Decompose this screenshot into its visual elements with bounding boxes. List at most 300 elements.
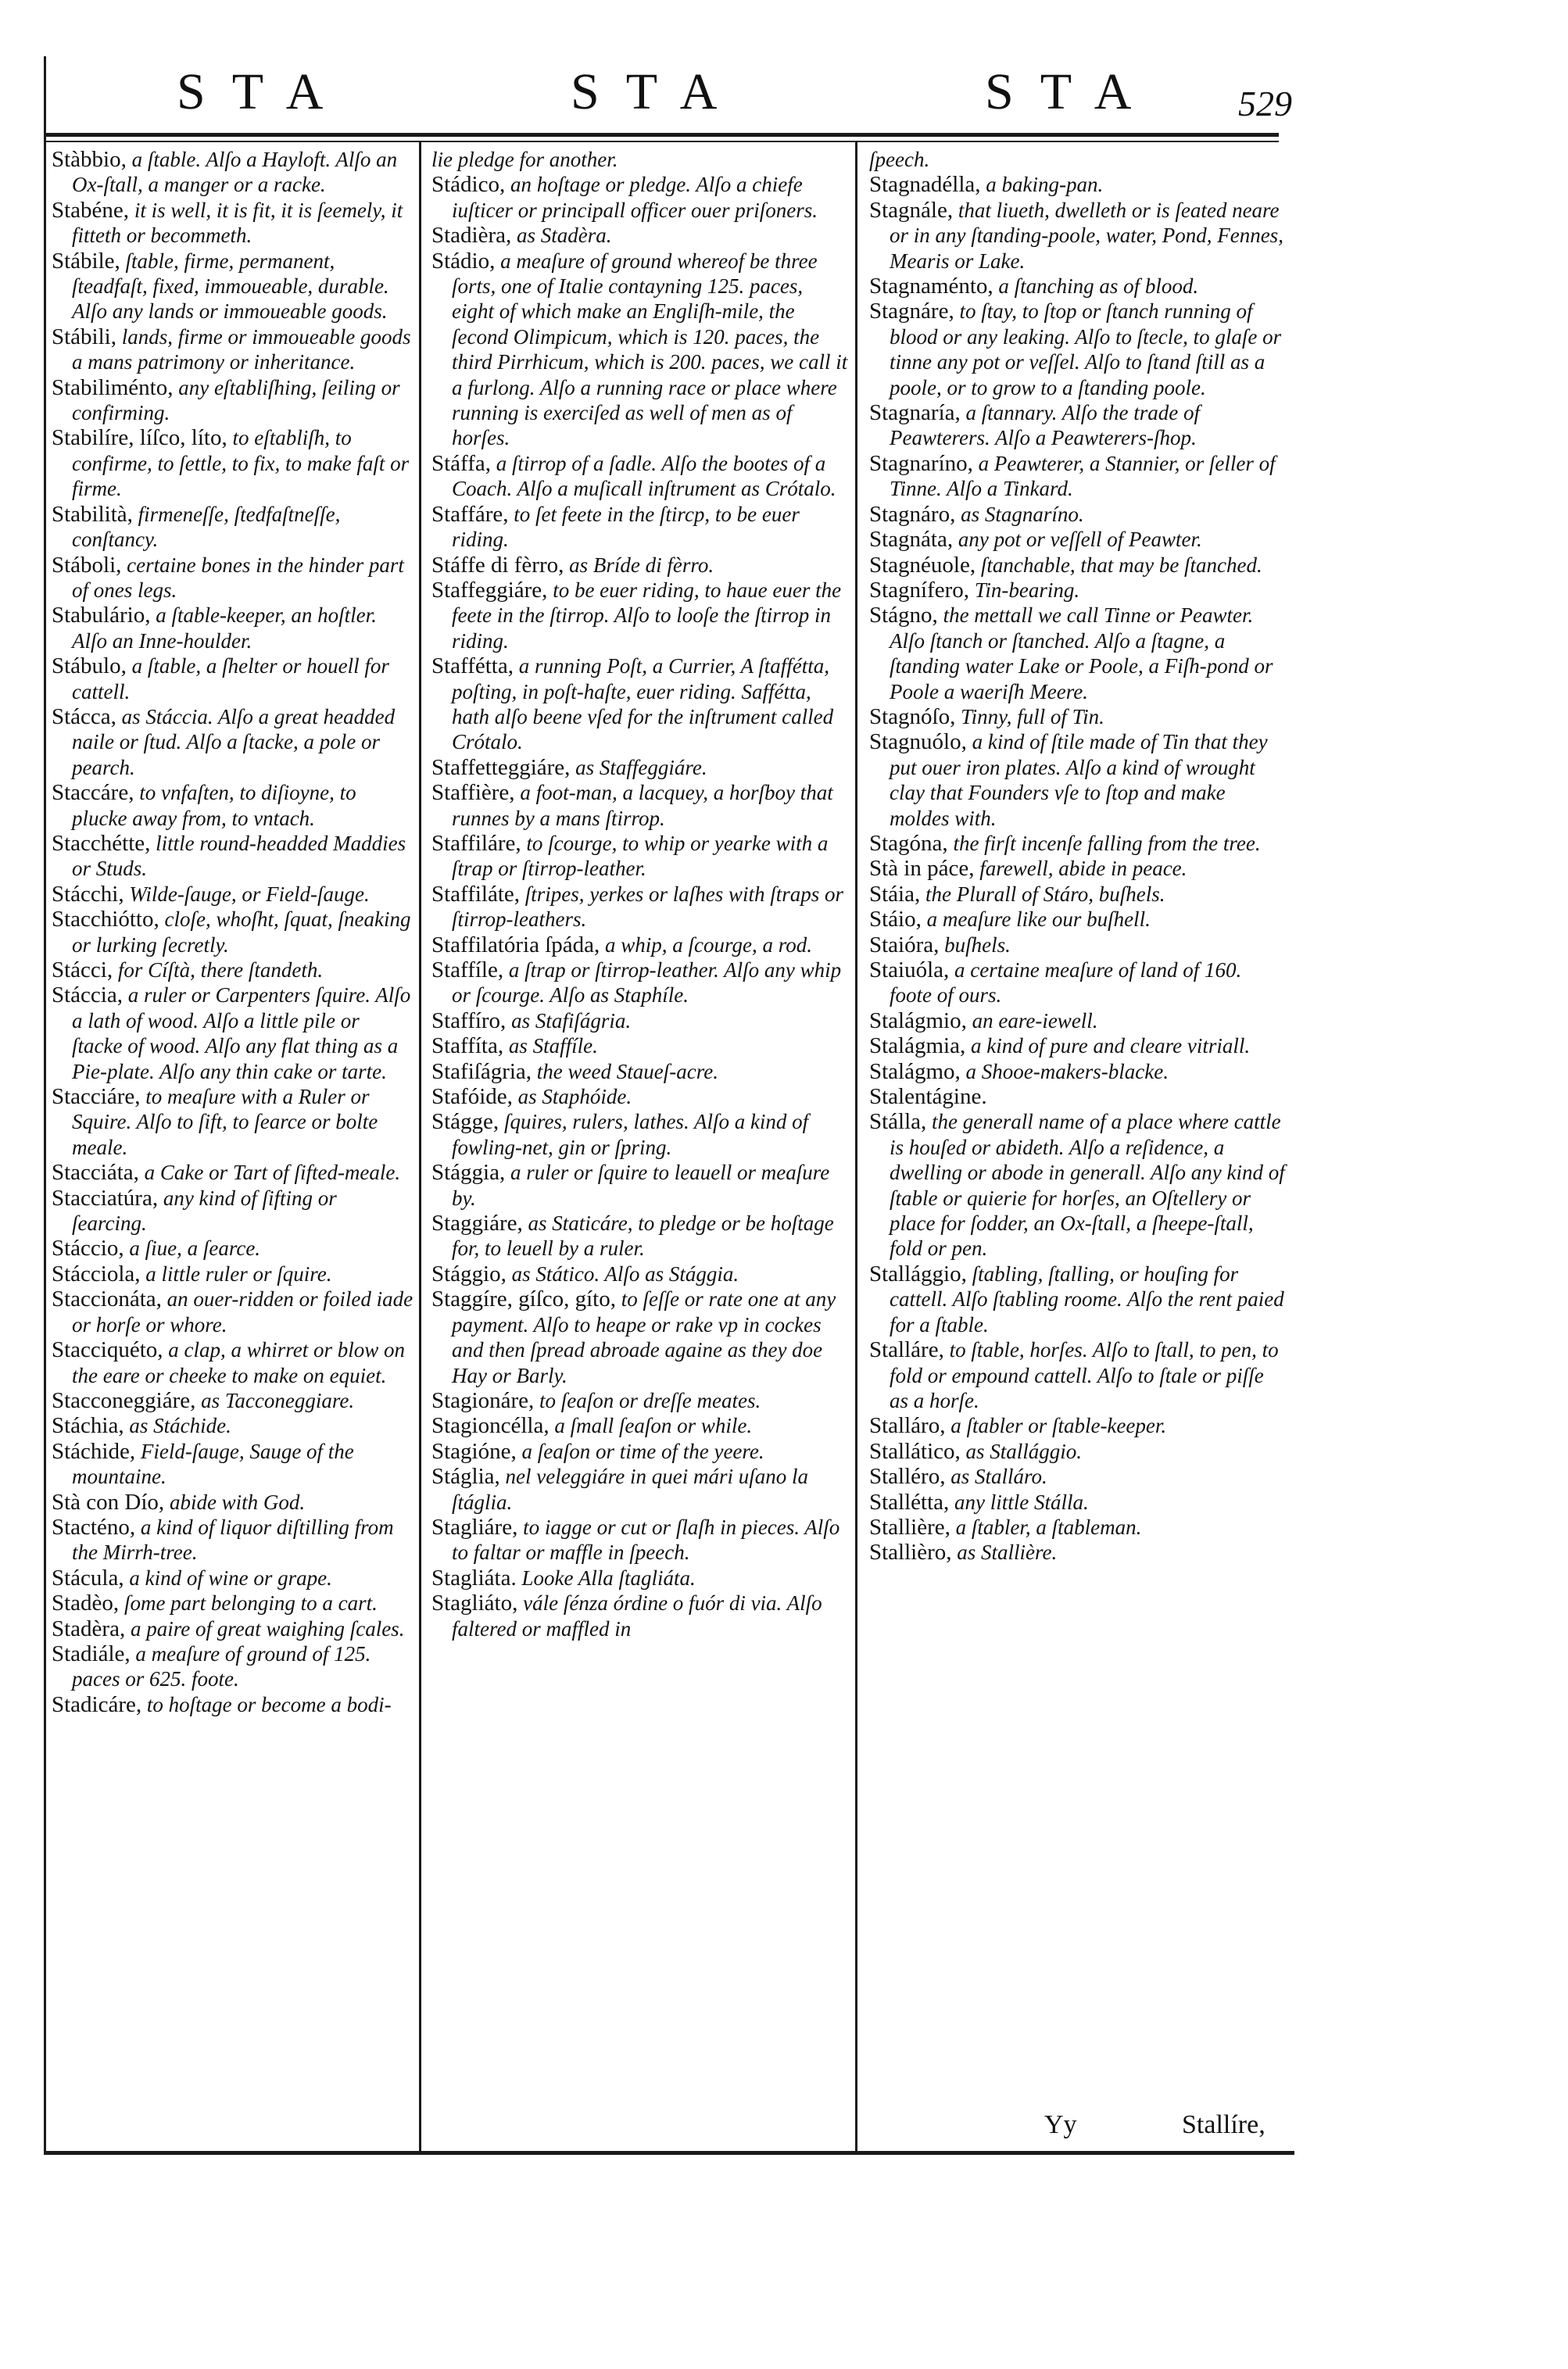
- definition: a Cake or Tart of ſifted-meale.: [138, 1161, 401, 1185]
- headword: Stalágmio,: [869, 1007, 967, 1033]
- headword: Stáffe di fèrro,: [431, 552, 564, 578]
- definition: a ſtabler, a ſtableman.: [950, 1515, 1142, 1539]
- definition: a ſtable, a ſhelter or houell for cattell.: [72, 654, 389, 703]
- definition: a ſeaſon or time of the yeere.: [516, 1439, 764, 1463]
- headword: Stagnaménto,: [869, 274, 993, 299]
- headword: Stafiſágria,: [431, 1058, 532, 1084]
- headword: Stácula,: [52, 1565, 124, 1591]
- definition: a ſmall ſeaſon or while.: [549, 1414, 753, 1438]
- definition: vále ſénza órdine o fuór di via. Alſo faltered or maffled in: [452, 1591, 822, 1641]
- dictionary-entry: [869, 1413, 1285, 1438]
- dictionary-entry: [52, 882, 414, 907]
- definition: a ſtannary. Alſo the trade of Peawterers. Alſo a Peawterers-ſhop.: [890, 401, 1201, 450]
- definition: Looke Alla ſtagliáta.: [516, 1566, 696, 1590]
- dictionary-entry: [431, 1566, 849, 1591]
- dictionary-entry: [869, 1008, 1285, 1033]
- definition: the weed Staueſ-acre.: [532, 1059, 718, 1083]
- headword: Stacciatúra,: [52, 1185, 159, 1211]
- dictionary-entry: [52, 502, 414, 553]
- top-rule-thin: [44, 141, 1279, 142]
- definition: as Staticáre, to pledge or be hoſtage for, to leuell by a ruler.: [452, 1211, 834, 1261]
- dictionary-entry: [869, 856, 1285, 881]
- definition: a ruler or Carpenters ſquire. Alſo a lath of wood. Alſo a little pile or ſtacke of wood. Alſo any flat thing as a Pie-plate. Alſo any thin cake or tarte.: [72, 983, 411, 1083]
- headword: Stáccio,: [52, 1236, 124, 1261]
- headword: Stagnáre,: [869, 299, 954, 324]
- definition: ſtabling, ſtalling, or houſing for cattell. Alſo ſtabling roome. Alſo the rent paied for a ſtable.: [890, 1261, 1284, 1337]
- definition: a ſiue, a ſearce.: [124, 1236, 261, 1261]
- headword: Stáglia,: [431, 1464, 500, 1490]
- dictionary-entry: [52, 1641, 414, 1692]
- dictionary-entry: [869, 553, 1285, 578]
- headword: Stallièro,: [869, 1540, 952, 1566]
- dictionary-entry: [869, 603, 1285, 704]
- dictionary-entry: [52, 1084, 414, 1160]
- headword: Stáffa,: [431, 450, 491, 476]
- dictionary-entry: [52, 1413, 414, 1438]
- dictionary-entry: [869, 1515, 1285, 1540]
- dictionary-entry: [52, 1566, 414, 1591]
- definition: as Stático. Alſo as Stággia.: [506, 1261, 739, 1286]
- dictionary-entry: [431, 932, 849, 957]
- signature-mark: Yy: [1044, 2110, 1077, 2139]
- headword: Stacciáre,: [52, 1084, 141, 1110]
- dictionary-entry: [52, 1160, 414, 1185]
- dictionary-entry: [52, 780, 414, 831]
- definition: the Plurall of Stáro, buſhels.: [920, 882, 1165, 906]
- headword: Stà con Dío,: [52, 1489, 165, 1515]
- headword: Staffiláre,: [431, 830, 521, 856]
- dictionary-entry: [431, 1211, 849, 1261]
- running-head-right: STA: [985, 63, 1158, 120]
- dictionary-entry: [431, 147, 849, 172]
- dictionary-entry: [431, 1464, 849, 1515]
- definition: to iagge or cut or ſlaſh in pieces. Alſo to faltar or maffle in ſpeech.: [452, 1515, 840, 1565]
- headword: Staffeggiáre,: [431, 577, 548, 603]
- dictionary-entry: [52, 1439, 414, 1490]
- definition: as Stáchide.: [124, 1414, 231, 1438]
- dictionary-entry: [869, 400, 1285, 451]
- dictionary-entry: [431, 578, 849, 653]
- dictionary-entry: [52, 1186, 414, 1236]
- dictionary-entry: [431, 831, 849, 882]
- dictionary-entry: [869, 907, 1285, 932]
- headword: Stagliáta.: [431, 1565, 517, 1591]
- headword: Stáboli,: [52, 552, 122, 578]
- headword: Stácci,: [52, 957, 113, 982]
- definition: the mettall we call Tinne or Peawter. Alſo ſtanch or ſtanched. Alſo a ſtagne, a ſtanding water Lake or Poole, a Fiſh-pond or Poole a waeriſh Meere.: [890, 603, 1273, 703]
- definition: a baking-pan.: [980, 173, 1104, 197]
- definition: a little ruler or ſquire.: [140, 1261, 332, 1286]
- dictionary-entry: [431, 1515, 849, 1566]
- headword: Stalléro,: [869, 1464, 946, 1490]
- dictionary-entry: [52, 1261, 414, 1286]
- running-head-left: STA: [177, 63, 350, 120]
- dictionary-entry: [431, 780, 849, 831]
- definition: any kind of ſifting or ſearcing.: [72, 1186, 337, 1236]
- headword: Stacciquéto,: [52, 1337, 163, 1363]
- definition: as Stallière.: [951, 1541, 1058, 1565]
- headword: Stagóna,: [869, 830, 948, 856]
- dictionary-entry: [431, 1286, 849, 1388]
- headword: Staffilatória ſpáda,: [431, 932, 600, 957]
- definition: a ſtanching as of blood.: [993, 274, 1199, 299]
- dictionary-entry: [869, 729, 1285, 831]
- dictionary-entry: [52, 1337, 414, 1388]
- headword: Stallétta,: [869, 1489, 950, 1515]
- headword: Stáccia,: [52, 982, 123, 1008]
- definition: a Shooe-makers-blacke.: [960, 1059, 1169, 1083]
- headword: Stacchétte,: [52, 830, 151, 856]
- dictionary-entry: [52, 982, 414, 1084]
- definition: as Stallággio.: [960, 1439, 1083, 1463]
- definition: a ſtrap or ſtirrop-leather. Alſo any whip or ſcourge. Alſo as Staphíle.: [452, 958, 842, 1007]
- definition: any little Stálla.: [949, 1490, 1089, 1514]
- headword: Stàbbio,: [52, 147, 127, 172]
- definition: lie pledge for another.: [431, 148, 618, 171]
- dictionary-entry: [431, 1388, 849, 1413]
- dictionary-entry: [869, 957, 1285, 1008]
- dictionary-entry: [52, 1515, 414, 1566]
- dictionary-entry: [869, 831, 1285, 856]
- headword: Stabiliménto,: [52, 374, 174, 400]
- headword: Stáchia,: [52, 1413, 124, 1439]
- dictionary-entry: [431, 1059, 849, 1084]
- dictionary-entry: [869, 451, 1285, 502]
- definition: an ouer-ridden or foiled iade or horſe or whore.: [72, 1287, 413, 1337]
- headword: Stácca,: [52, 703, 116, 729]
- dictionary-entry: [869, 578, 1285, 603]
- definition: nel veleggiáre in quei mári uſano la ſtáglia.: [452, 1465, 808, 1514]
- headword: Stalláro,: [869, 1413, 946, 1439]
- headword: Stagionáre,: [431, 1387, 535, 1413]
- headword: Staffétta,: [431, 653, 514, 679]
- definition: an hoſtage or pledge. Alſo a chiefe iuſticer or principall officer ouer priſoners.: [452, 173, 818, 222]
- headword: Stadèo,: [52, 1591, 120, 1616]
- definition: to meaſure with a Ruler or Squire. Alſo to ſift, to ſearce or bolte meale.: [72, 1085, 378, 1159]
- headword: Stagióne,: [431, 1438, 517, 1464]
- column-divider-2: [855, 142, 857, 2151]
- definition: to be euer riding, to haue euer the feete in the ſtirrop. Alſo to looſe the ſtirrop in riding.: [452, 578, 842, 653]
- dictionary-entry: [869, 172, 1285, 197]
- definition: as Bríde di fèrro.: [564, 553, 714, 577]
- headword: Staffíro,: [431, 1007, 507, 1033]
- page-number: 529: [1238, 84, 1292, 123]
- headword: Stà in páce,: [869, 856, 975, 882]
- definition: as Staffíle.: [503, 1034, 598, 1058]
- definition: ſtanchable, that may be ſtanched.: [976, 553, 1262, 577]
- definition: to ſcourge, to whip or yearke with a ſtrap or ſtirrop-leather.: [452, 831, 829, 881]
- headword: Stalláre,: [869, 1337, 944, 1363]
- dictionary-entry: [431, 172, 849, 223]
- headword: Stálla,: [869, 1109, 927, 1135]
- bottom-rule: [44, 2151, 1294, 2155]
- definition: a kind of pure and cleare vitriall.: [965, 1034, 1251, 1058]
- dictionary-entry: [52, 553, 414, 603]
- dictionary-entry: [52, 1286, 414, 1337]
- dictionary-entry: [869, 704, 1285, 729]
- dictionary-entry: [869, 1033, 1285, 1058]
- dictionary-entry: [52, 1236, 414, 1261]
- definition: Wilde-ſauge, or Field-ſauge.: [124, 882, 370, 906]
- dictionary-entry: [869, 1439, 1285, 1464]
- dictionary-entry: [431, 1084, 849, 1109]
- definition: as Tacconeggiare.: [195, 1388, 355, 1412]
- dictionary-entry: [869, 1261, 1285, 1337]
- headword: Stágge,: [431, 1109, 499, 1135]
- dictionary-entry: [869, 1059, 1285, 1084]
- dictionary-entry: [869, 882, 1285, 907]
- definition: ſpeech.: [869, 148, 930, 171]
- headword: Stábulo,: [52, 653, 127, 679]
- definition: a clap, a whirret or blow on the eare or cheeke to make on equiet.: [72, 1338, 406, 1387]
- running-head-middle: STA: [571, 63, 744, 120]
- headword: Stadicáre,: [52, 1691, 142, 1717]
- column-left: [52, 147, 414, 1717]
- definition: the firſt incenſe falling from the tree.: [947, 831, 1261, 855]
- definition: a foot-man, a lacquey, a horſboy that runnes by a mans ſtirrop.: [452, 781, 833, 830]
- definition: Tinny, full of Tin.: [955, 704, 1104, 728]
- headword: Stadièra,: [431, 223, 512, 249]
- headword: Staffetteggiáre,: [431, 754, 571, 780]
- dictionary-entry: [431, 249, 849, 451]
- headword: Stacciáta,: [52, 1160, 139, 1186]
- definition: that liueth, dwelleth or is ſeated neare or in any ſtanding-poole, water, Pond, Fennes, Mearis or Lake.: [890, 198, 1283, 273]
- dictionary-entry: [52, 957, 414, 982]
- dictionary-entry: [52, 425, 414, 501]
- definition: any eſtabliſhing, ſeiling or confirming.: [72, 375, 400, 425]
- dictionary-entry: [869, 932, 1285, 957]
- dictionary-entry: [431, 1109, 849, 1160]
- definition: certaine bones in the hinder part of ones legs.: [72, 553, 404, 602]
- dictionary-entry: [869, 1084, 1285, 1109]
- headword: Staffíta,: [431, 1033, 504, 1059]
- dictionary-entry: [431, 1439, 849, 1464]
- dictionary-entry: [869, 527, 1285, 552]
- headword: Stadèra,: [52, 1616, 126, 1641]
- headword: Stallággio,: [869, 1261, 967, 1286]
- definition: a meaſure of ground whereof be three ſorts, one of Italie contayning 125. paces, eight of which make an Engliſh-mile, the ſecond Olimpicum, which is 120. paces, the third Pirrhicum, which is 200. paces, we call it a furlong. Alſo a running race or place where running is exerciſed as well of men as of horſes.: [452, 249, 848, 450]
- column-divider-1: [419, 142, 421, 2151]
- definition: an eare-iewell.: [966, 1008, 1098, 1032]
- headword: Stággia,: [431, 1160, 506, 1186]
- definition: to ſet feete in the ſtircp, to be euer riding.: [452, 502, 800, 552]
- headword: Stádio,: [431, 248, 496, 274]
- headword: Stáia,: [869, 881, 921, 907]
- dictionary-entry: [431, 755, 849, 780]
- dictionary-entry: [52, 704, 414, 780]
- headword: Stagnífero,: [869, 577, 970, 603]
- definition: a ruler or ſquire to leauell or meaſure by.: [452, 1161, 830, 1210]
- dictionary-entry: [52, 324, 414, 375]
- dictionary-entry: [431, 223, 849, 248]
- dictionary-entry: [869, 1490, 1285, 1515]
- top-rule: [44, 133, 1279, 137]
- dictionary-entry: [52, 1692, 414, 1717]
- definition: a ſtable. Alſo a Hayloft. Alſo an Ox-ſtall, a manger or a racke.: [72, 148, 398, 197]
- headword: Stabilità,: [52, 501, 133, 527]
- headword: Stáio,: [869, 907, 922, 932]
- definition: a kind of wine or grape.: [124, 1566, 332, 1590]
- dictionary-entry: [52, 198, 414, 249]
- headword: Staccionáta,: [52, 1286, 162, 1312]
- definition: ſome part belonging to a cart.: [119, 1591, 378, 1616]
- dictionary-entry: [869, 198, 1285, 274]
- headword: Stagnaríno,: [869, 450, 973, 476]
- headword: Stacténo,: [52, 1514, 136, 1540]
- headword: Stagliáto,: [431, 1591, 518, 1616]
- dictionary-entry: [52, 375, 414, 426]
- definition: lands, firme or immoueable goods a mans patrimony or inheritance.: [72, 324, 411, 374]
- headword: Stagnále,: [869, 197, 954, 223]
- dictionary-entry: [52, 1388, 414, 1413]
- headword: Stagnéuole,: [869, 552, 976, 578]
- dictionary-entry: [52, 249, 414, 324]
- dictionary-entry: [52, 831, 414, 882]
- dictionary-entry: [431, 1160, 849, 1211]
- dictionary-entry: [431, 882, 849, 932]
- headword: Staffière,: [431, 780, 515, 806]
- definition: as Stagnaríno.: [955, 502, 1084, 526]
- column-right: [869, 147, 1285, 1566]
- headword: Staffáre,: [431, 501, 509, 527]
- dictionary-entry: [869, 1464, 1285, 1489]
- headword: Stagnáta,: [869, 527, 954, 553]
- definition: as Staphóide.: [512, 1085, 632, 1109]
- dictionary-entry: [869, 299, 1285, 400]
- definition: farewell, abide in peace.: [974, 857, 1187, 881]
- headword: Stabéne,: [52, 197, 130, 223]
- definition: a ſtirrop of a ſadle. Alſo the bootes of a Coach. Alſo a muſicall inſtrument as Crótalo.: [452, 451, 836, 501]
- definition: buſhels.: [939, 932, 1011, 957]
- dictionary-entry: [52, 147, 414, 198]
- dictionary-entry: [431, 451, 849, 502]
- headword: Stalágmia,: [869, 1033, 966, 1059]
- definition: cloſe, whoſht, ſquat, ſneaking or lurking ſecretly.: [72, 907, 411, 957]
- dictionary-entry: [52, 1616, 414, 1641]
- column-middle: [431, 147, 849, 1641]
- dictionary-entry: [52, 1490, 414, 1515]
- definition: to ſtay, to ſtop or ſtanch running of blood or any leaking. Alſo to ſtecle, to glaſe or tinne any pot or veſſel. Alſo to ſtand ſtill as a poole, or to grow to a ſtanding poole.: [890, 299, 1282, 399]
- definition: abide with God.: [164, 1490, 306, 1514]
- headword: Stácciola,: [52, 1261, 141, 1286]
- catchword: Stallíre,: [1182, 2110, 1265, 2139]
- definition: to ſtable, horſes. Alſo to ſtall, to pen, to fold or empound cattell. Alſo to ſtale or piſſe as a horſe.: [890, 1338, 1279, 1412]
- definition: as Stalláro.: [945, 1465, 1047, 1489]
- definition: to ſeaſon or dreſſe meates.: [534, 1388, 761, 1412]
- definition: the generall name of a place where cattle is houſed or abideth. Alſo a reſidence, a dwelling or abode in generall. Alſo any kind of ſtable or quierie for horſes, an Oſtellery or place for ſodder, an Ox-ſtall, a ſheepe-ſtall, fold or pen.: [890, 1110, 1285, 1261]
- headword: Stagliáre,: [431, 1514, 518, 1540]
- definition: ſtripes, yerkes or laſhes with ſtraps or ſtirrop-leathers.: [452, 882, 844, 932]
- headword: Stallière,: [869, 1514, 950, 1540]
- definition: as Staffeggiáre.: [570, 755, 707, 779]
- definition: ſquires, rulers, lathes. Alſo a kind of fowling-net, gin or ſpring.: [452, 1110, 809, 1159]
- definition: a certaine meaſure of land of 160. foote of ours.: [890, 958, 1242, 1007]
- headword: Stacconeggiáre,: [52, 1387, 196, 1413]
- headword: Staffiláte,: [431, 881, 521, 907]
- definition: to hoſtage or become a bodi-: [141, 1692, 392, 1716]
- definition: any pot or veſſell of Peawter.: [953, 528, 1202, 552]
- definition: a kind of liquor diſtilling from the Mirrh-tree.: [72, 1515, 394, 1565]
- headword: Stabilíre, líſco, líto,: [52, 425, 227, 451]
- dictionary-entry: [869, 1540, 1285, 1565]
- definition: a whip, a ſcourge, a rod.: [600, 932, 813, 957]
- dictionary-entry: [431, 1591, 849, 1641]
- dictionary-entry: [431, 1008, 849, 1033]
- dictionary-entry: [431, 1033, 849, 1058]
- headword: Staccáre,: [52, 780, 134, 806]
- dictionary-entry: [869, 1109, 1285, 1261]
- definition: a running Poſt, a Currier, A ſtaffétta, poſting, in poſt-haſte, euer riding. Saffétta, hath alſo beene vſed for the inſtrument called Crótalo.: [452, 654, 834, 754]
- headword: Stagnadélla,: [869, 172, 981, 198]
- headword: Stádico,: [431, 172, 506, 198]
- definition: for Cíſtà, there ſtandeth.: [113, 958, 324, 982]
- definition: to eſtabliſh, to confirme, to ſettle, to fix, to make faſt or firme.: [72, 426, 410, 501]
- headword: Staiuóla,: [869, 957, 950, 982]
- definition: a meaſure of ground of 125. paces or 625. foote.: [72, 1641, 371, 1691]
- headword: Stadiále,: [52, 1641, 131, 1666]
- definition: a kind of ſtile made of Tin that they put ouer iron plates. Alſo a kind of wrought clay that Founders vſe to ſtop and make moldes with.: [890, 730, 1268, 830]
- definition: a Peawterer, a Stannier, or ſeller of Tinne. Alſo a Tinkard.: [890, 451, 1276, 501]
- definition: firmeneſſe, ſtedfaſtneſſe, conſtancy.: [72, 502, 341, 552]
- definition: ſtable, firme, permanent, ſteadfaſt, fixed, immoueable, durable. Alſo any lands or immoueable goods.: [72, 249, 389, 324]
- headword: Staióra,: [869, 932, 940, 957]
- definition: as Stafiſágria.: [506, 1008, 632, 1032]
- definition: a ſtable-keeper, an hoſtler. Alſo an Inne-houlder.: [72, 603, 377, 653]
- definition: little round-headded Maddies or Studs.: [72, 831, 406, 881]
- dictionary-entry: [431, 653, 849, 755]
- headword: Stabulário,: [52, 603, 151, 628]
- definition: a ſtabler or ſtable-keeper.: [945, 1414, 1167, 1438]
- definition: as Stadèra.: [511, 224, 612, 248]
- headword: Staggiáre,: [431, 1211, 523, 1236]
- headword: Staggíre, gíſco, gíto,: [431, 1286, 616, 1312]
- headword: Stalentágine.: [869, 1084, 987, 1110]
- headword: Stácchi,: [52, 881, 124, 907]
- headword: Stagioncélla,: [431, 1413, 550, 1439]
- dictionary-entry: [52, 907, 414, 957]
- definition: as Stáccia. Alſo a great headded naile or ſtud. Alſo a ſtacke, a pole or pearch.: [72, 704, 396, 779]
- headword: Stággio,: [431, 1261, 507, 1286]
- headword: Stagnáro,: [869, 501, 956, 527]
- headword: Stábile,: [52, 248, 120, 274]
- definition: a meaſure like our buſhell.: [921, 907, 1151, 932]
- definition: Tin-bearing.: [969, 578, 1080, 602]
- headword: Stágno,: [869, 603, 938, 628]
- headword: Stallático,: [869, 1438, 961, 1464]
- definition: to ſeſſe or rate one at any payment. Alſo to heape or rake vp in cockes and then ſpread abroade againe as they doe Hay or Barly.: [452, 1287, 836, 1387]
- headword: Staffíle,: [431, 957, 504, 982]
- dictionary-entry: [431, 957, 849, 1008]
- dictionary-entry: [431, 553, 849, 578]
- dictionary-entry: [431, 502, 849, 553]
- headword: Stagnóſo,: [869, 703, 956, 729]
- dictionary-entry: [869, 274, 1285, 299]
- headword: Stagnuólo,: [869, 729, 967, 755]
- headword: Stalágmo,: [869, 1058, 961, 1084]
- dictionary-entry: [431, 1413, 849, 1438]
- dictionary-entry: [431, 1261, 849, 1286]
- dictionary-entry: [869, 502, 1285, 527]
- headword: Stagnaría,: [869, 400, 961, 426]
- headword: Stafóide,: [431, 1084, 513, 1110]
- definition: a paire of great waighing ſcales.: [125, 1616, 405, 1641]
- headword: Stacchiótto,: [52, 907, 159, 932]
- dictionary-entry: [52, 653, 414, 704]
- headword: Stábili,: [52, 324, 116, 349]
- left-border-rule: [44, 56, 46, 2151]
- dictionary-entry: [52, 1591, 414, 1616]
- dictionary-entry: [52, 603, 414, 653]
